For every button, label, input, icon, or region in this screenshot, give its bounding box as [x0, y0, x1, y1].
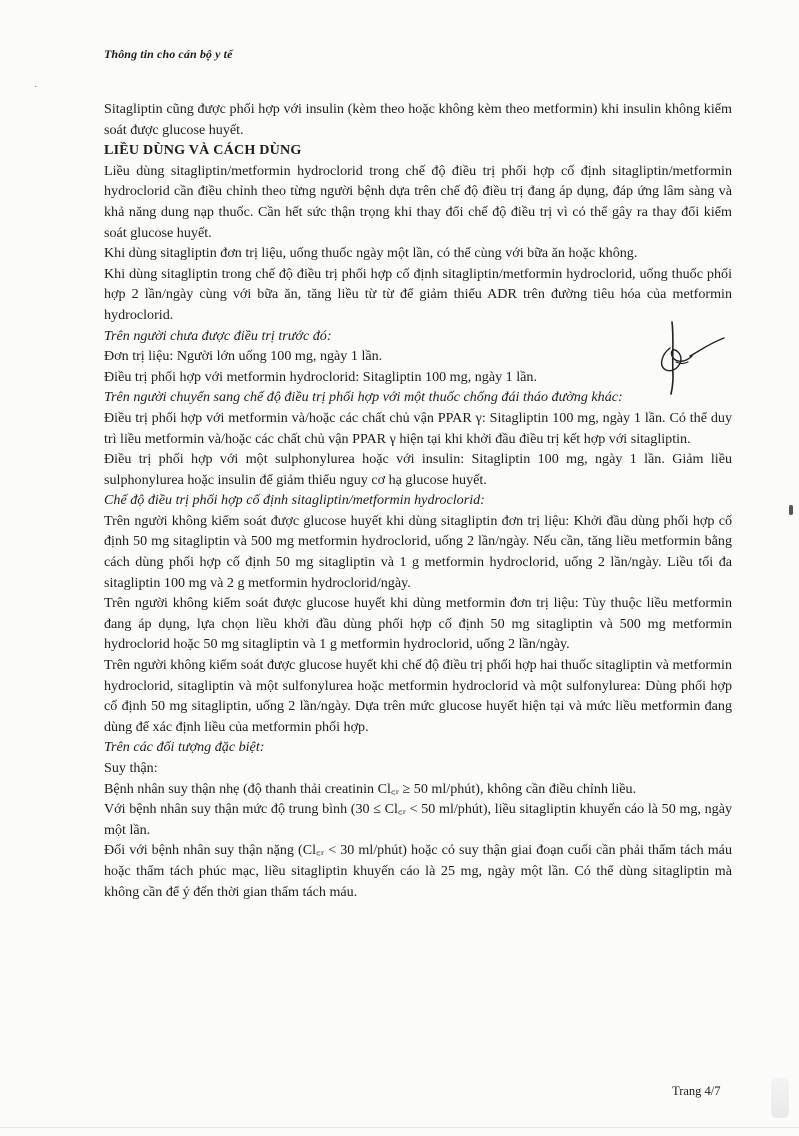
document-body [104, 99, 732, 902]
paragraph-12: Trên người không kiểm soát được glucose huyết khi dùng sitagliptin đơn trị liệu: Khởi đầu dùng phối hợp cố định 50 mg sitagliptin và 500 mg metformin hydroclorid, uống 2 lần/ngày. Nếu cần, tăng liều metformin bằng cách dùng phối hợp cố định 50 mg sitagliptin và 1 g metformin hydroclorid, uống 2 lần/ngày. Liều tối đa sitagliptin 100 mg và 2 g metformin hydroclorid/ngày. [104, 512, 732, 591]
paragraph-14: Trên người không kiểm soát được glucose huyết khi chế độ điều trị phối hợp hai thuốc sitagliptin và metformin hydroclorid, sitagliptin và một sulfonylurea hoặc metformin hydroclorid và một sulfonylurea: Dùng phối hợp cố định 50 mg sitagliptin, uống 2 lần/ngày. Dựa trên mức glucose huyết hiện tại và mức liều metformin đang dùng để xác định liều của metformin phối hợp. [104, 657, 732, 735]
subheading-special-populations: Trên các đối tượng đặc biệt: [104, 739, 265, 756]
paragraph-2: Liều dùng sitagliptin/metformin hydroclorid trong chế độ điều trị phối hợp cố định sitagliptin/metformin hydroclorid cần điều chỉnh theo từng người bệnh dựa trên chế độ điều trị đang áp dụng, đáp ứng lâm sàng và khả năng dung nạp thuốc. Cần hết sức thận trọng khi thay đổi chế độ điều trị vì có thể gây ra thay đổi kiểm soát glucose huyết. [104, 162, 732, 241]
paragraph-10: Điều trị phối hợp với một sulphonylurea hoặc với insulin: Sitagliptin 100 mg, ngày 1 lần. Giảm liều sulphonylurea hoặc insulin để giảm thiểu nguy cơ hạ glucose huyết. [104, 451, 732, 488]
paragraph-9: Điều trị phối hợp với metformin và/hoặc các chất chủ vận PPAR γ: Sitagliptin 100 mg, ngày 1 lần. Có thể duy trì liều metformin và/hoặc các chất chủ vận PPAR γ hiện tại khi khởi đầu điều trị kết hợp với sitagliptin. [104, 409, 732, 447]
scan-bottom-edge [0, 1127, 799, 1128]
paragraph-17: Bệnh nhân suy thận nhẹ (độ thanh thải creatinin Cl꜀ᵣ ≥ 50 ml/phút), không cần điều chỉnh liều. [104, 780, 637, 797]
page-header: Thông tin cho cán bộ y tế [104, 47, 233, 61]
subheading-switching: Trên người chuyển sang chế độ điều trị phối hợp với một thuốc chống đái tháo đường khác: [104, 389, 623, 406]
paragraph-7: Điều trị phối hợp với metformin hydroclorid: Sitagliptin 100 mg, ngày 1 lần. [104, 368, 537, 385]
paragraph-0: Sitagliptin cũng được phối hợp với insulin (kèm theo hoặc không kèm theo metformin) khi insulin không kiểm soát được glucose huyết. [104, 101, 732, 138]
paragraph-18: Với bệnh nhân suy thận mức độ trung bình (30 ≤ Cl꜀ᵣ < 50 ml/phút), liều sitagliptin khuyến cáo là 50 mg, ngày một lần. [104, 801, 732, 838]
paragraph-19: Đối với bệnh nhân suy thận nặng (Cl꜀ᵣ < 30 ml/phút) hoặc có suy thận giai đoạn cuối cần phải thẩm tách máu hoặc thẩm tách phúc mạc, liều sitagliptin khuyến cáo là 25 mg, ngày một lần. Có thể dùng sitagliptin mà không cần để ý đến thời gian thẩm tách máu. [104, 842, 732, 900]
subheading-fixed-combination: Chế độ điều trị phối hợp cố định sitagliptin/metformin hydroclorid: [104, 492, 485, 509]
paragraph-16: Suy thận: [104, 760, 158, 776]
paragraph-3: Khi dùng sitagliptin đơn trị liệu, uống thuốc ngày một lần, có thể cùng với bữa ăn hoặc không. [104, 245, 638, 262]
subheading-untreated: Trên người chưa được điều trị trước đó: [104, 327, 332, 344]
paragraph-6: Đơn trị liệu: Người lớn uống 100 mg, ngày 1 lần. [104, 348, 383, 365]
paragraph-4: Khi dùng sitagliptin trong chế độ điều trị phối hợp cố định sitagliptin/metformin hydroclorid, uống thuốc phối hợp 2 lần/ngày cùng với bữa ăn, tăng liều từ từ để giảm thiểu ADR trên đường tiêu hóa của metformin hydroclorid. [104, 265, 732, 323]
handwritten-signature [632, 318, 728, 396]
scan-mark: · [34, 82, 38, 93]
scan-edge-mark [789, 505, 793, 515]
paragraph-13: Trên người không kiểm soát được glucose huyết khi dùng metformin đơn trị liệu: Tùy thuộc liều metformin đang áp dụng, lựa chọn liều khởi đầu dùng phối hợp cố định 50 mg sitagliptin và 500 mg metformin hydroclorid hoặc 50 mg sitagliptin và 1 g metformin hydroclorid, uống 2 lần/ngày. [104, 595, 732, 653]
section-heading: LIỀU DÙNG VÀ CÁCH DÙNG [104, 142, 302, 159]
scan-smudge [771, 1078, 789, 1118]
page-number: Trang 4/7 [672, 1084, 721, 1098]
